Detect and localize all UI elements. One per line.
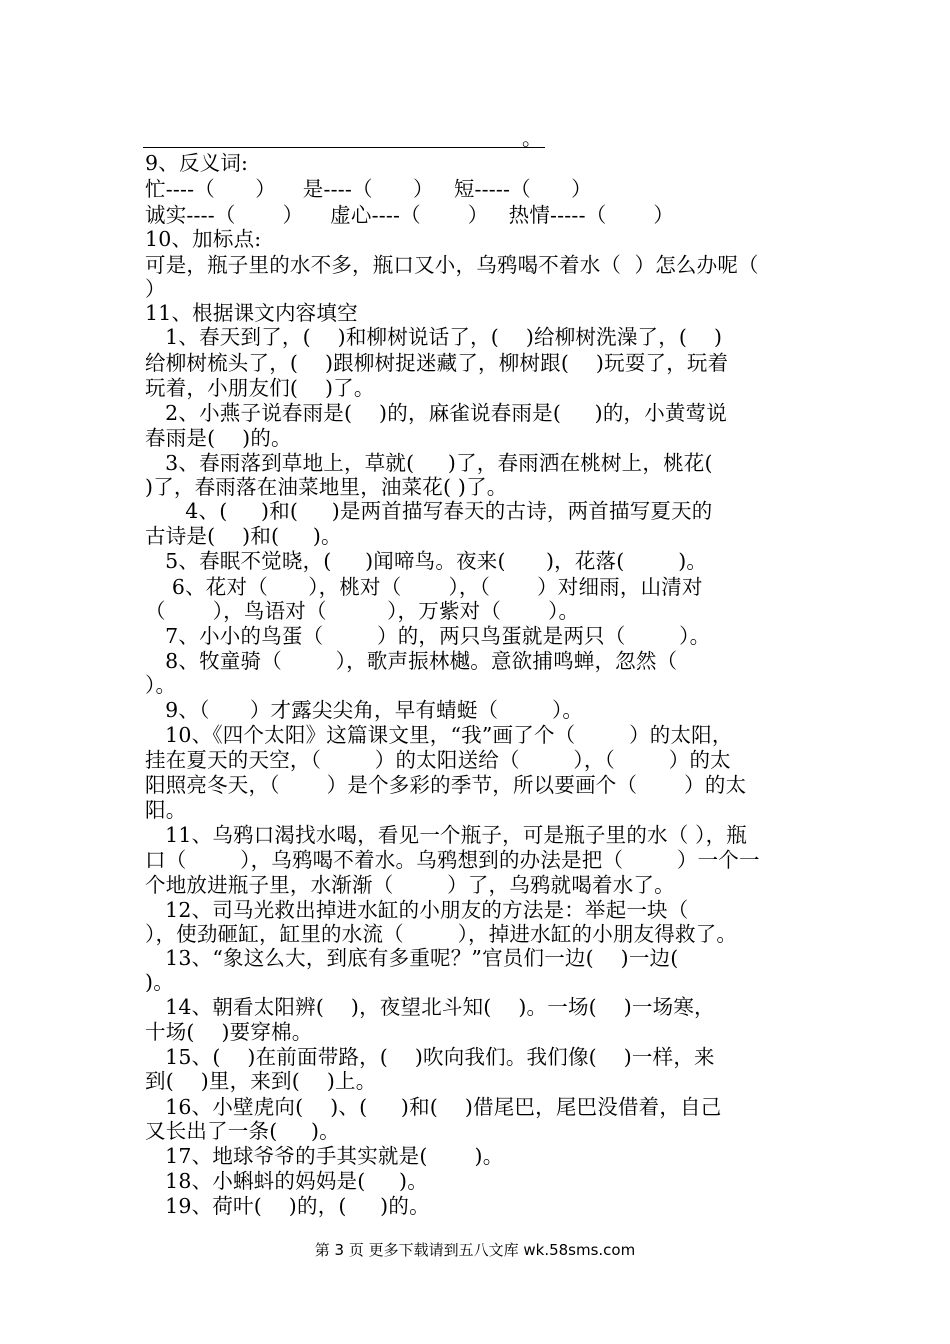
fill-line: 8、牧童骑（ ），歌声振林樾。意欲捕鸣蝉，忽然（: [145, 649, 678, 673]
fill-line: 10、《四个太阳》这篇课文里，“我”画了个（ ）的太阳，: [145, 723, 733, 747]
section-10-heading: 10、加标点:: [145, 227, 262, 251]
fill-line: 17、地球爷爷的手其实就是( )。: [145, 1144, 504, 1168]
fill-line: 春雨是( )的。: [145, 426, 292, 450]
fill-line: 十场( )要穿棉。: [145, 1020, 313, 1044]
punctuation-sentence-cont: ）: [145, 277, 166, 301]
fill-line: 阳照亮冬天，（ ）是个多彩的季节，所以要画个（ ）的太: [145, 773, 747, 797]
fill-line: ），使劲砸缸，缸里的水流（ ），掉进水缸的小朋友得救了。: [145, 922, 738, 946]
fill-line: 6、花对（ ），桃对（ ），（ ）对细雨，山清对: [145, 575, 703, 599]
answer-blank-period: 。: [522, 126, 542, 150]
fill-line: 到( )里，来到( )上。: [145, 1069, 377, 1093]
fill-line: 口（ ），乌鸦喝不着水。乌鸦想到的办法是把（ ）一个一: [145, 848, 760, 872]
fill-line: 古诗是( )和( )。: [145, 524, 342, 548]
page-footer: 第 3 页 更多下载请到五八文库 wk.58sms.com: [314, 1241, 636, 1259]
fill-line: 19、荷叶( )的，( )的。: [145, 1194, 430, 1218]
fill-line: )了，春雨落在油菜地里，油菜花( )了。: [145, 475, 508, 499]
fill-line: ）。: [145, 673, 177, 697]
fill-line: 16、小壁虎向( )、( )和( )借尾巴，尾巴没借着，自己: [145, 1095, 722, 1119]
fill-line: )。: [145, 970, 174, 994]
antonym-row-2: 诚实----（ ） 虚心----（ ） 热情-----（ ）: [145, 203, 675, 227]
fill-line: 7、小小的鸟蛋（ ）的，两只鸟蛋就是两只（ ）。: [145, 624, 711, 648]
section-11-heading: 11、根据课文内容填空: [145, 301, 358, 325]
antonym-row-1: 忙----（ ） 是----（ ） 短-----（ ）: [145, 177, 592, 201]
fill-line: 11、乌鸦口渴找水喝，看见一个瓶子，可是瓶子里的水（ ），瓶: [145, 823, 747, 847]
fill-line: 15、( )在前面带路，( )吹向我们。我们像( )一样，来: [145, 1045, 715, 1069]
fill-line: 个地放进瓶子里，水渐渐（ ）了，乌鸦就喝着水了。: [145, 873, 675, 897]
fill-line: 1、春天到了，( )和柳树说话了，( )给柳树洗澡了，( ): [145, 325, 723, 349]
answer-blank-line: [143, 147, 545, 148]
punctuation-sentence: 可是，瓶子里的水不多，瓶口又小，乌鸦喝不着水（ ）怎么办呢（: [145, 253, 759, 277]
fill-line: 18、小蝌蚪的妈妈是( )。: [145, 1169, 428, 1193]
fill-line: 2、小燕子说春雨是( )的，麻雀说春雨是( )的，小黄莺说: [145, 401, 728, 425]
fill-line: 给柳树梳头了，( )跟柳树捉迷藏了，柳树跟( )玩耍了，玩着: [145, 351, 729, 375]
section-9-heading: 9、反义词:: [145, 151, 249, 175]
fill-line: 4、( )和( )是两首描写春天的古诗，两首描写夏天的: [145, 499, 713, 523]
fill-line: 阳。: [145, 798, 187, 822]
fill-line: 又长出了一条( )。: [145, 1119, 340, 1143]
fill-line: 13、“象这么大，到底有多重呢？”官员们一边( )一边(: [145, 946, 679, 970]
fill-line: 3、春雨落到草地上，草就( )了，春雨洒在桃树上，桃花(: [145, 451, 713, 475]
fill-line: 5、春眠不觉晓，( )闻啼鸟。夜来( )，花落( )。: [145, 549, 708, 573]
fill-line: 挂在夏天的天空，（ ）的太阳送给（ ），（ ）的太: [145, 748, 731, 772]
fill-line: 14、朝看太阳辨( )，夜望北斗知( )。一场( )一场寒，: [145, 995, 715, 1019]
fill-line: 9、（ ）才露尖尖角，早有蜻蜓（ ）。: [145, 698, 584, 722]
fill-line: 12、司马光救出掉进水缸的小朋友的方法是：举起一块（: [145, 898, 689, 922]
fill-line: 玩着，小朋友们( )了。: [145, 376, 375, 400]
fill-line: （ ），鸟语对（ ），万紫对（ ）。: [145, 599, 580, 623]
